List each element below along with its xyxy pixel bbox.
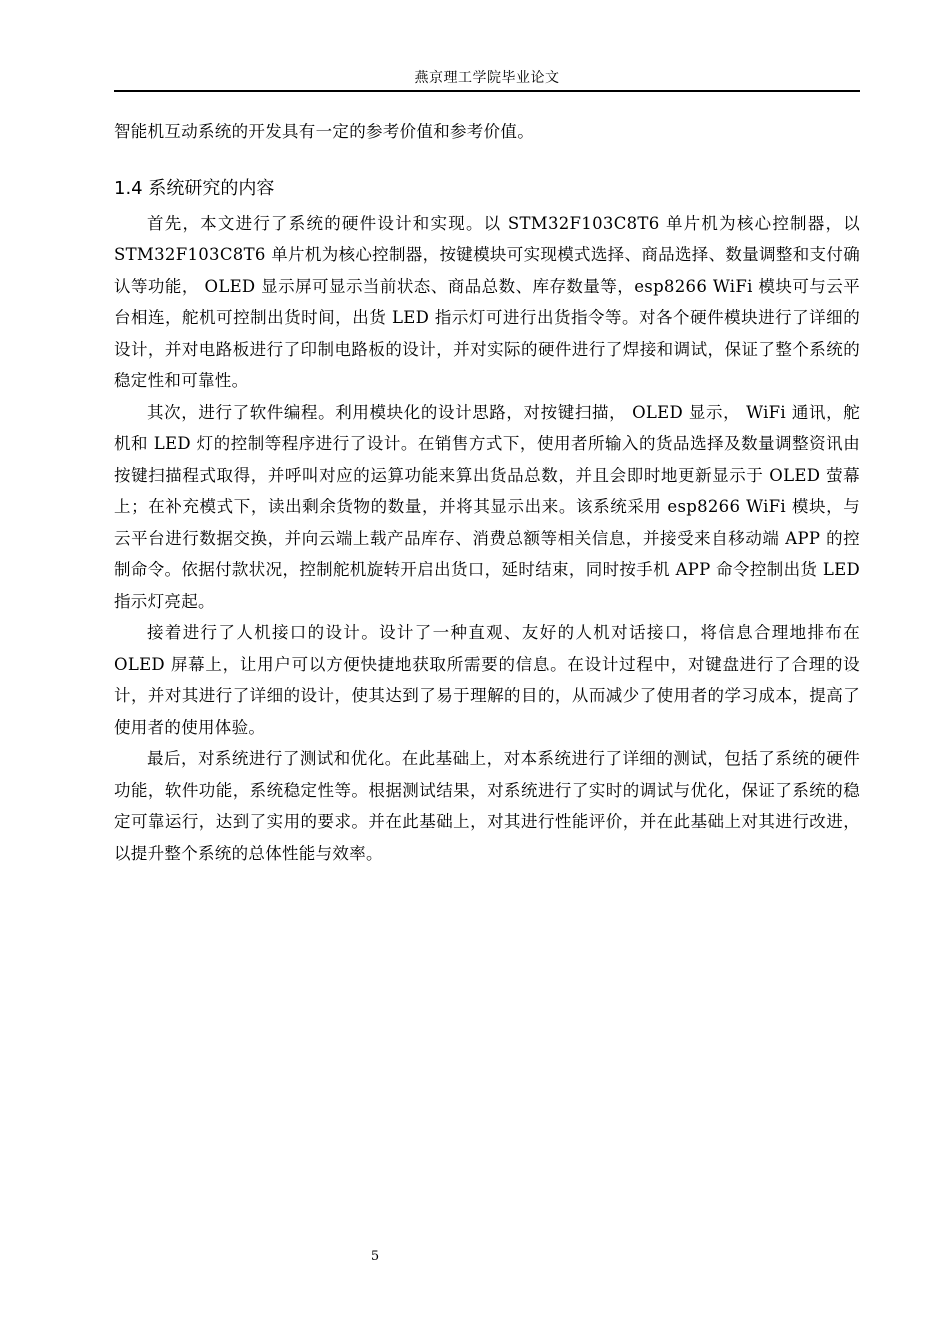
page-number — [0, 1249, 850, 1265]
page-body — [114, 116, 860, 869]
page-number-text: 5 — [370, 1249, 380, 1264]
paragraph-hardware: 首先，本文进行了系统的硬件设计和实现。以 STM32F103C8T6 单片机为核心控制器，以 STM32F103C8T6 单片机为核心控制器，按键模块可实现模式选择、商品选择、数量调整和支付确认等功能， OLED 显示屏可显示当前状态、商品总数、库存数量等，esp8266 WiFi 模块可与云平台相连，舵机可控制出货时间，出货 LED 指示灯可进行出货指令等。对各个硬件模块进行了详细的设计，并对电路板进行了印制电路板的设计，并对实际的硬件进行了焊接和调试，保证了整个系统的稳定性和可靠性。 — [114, 213, 860, 390]
page-header — [114, 68, 860, 92]
header-title: 燕京理工学院毕业论文 — [414, 70, 560, 86]
paragraph-testing: 最后，对系统进行了测试和优化。在此基础上，对本系统进行了详细的测试，包括了系统的硬件功能，软件功能，系统稳定性等。根据测试结果，对系统进行了实时的调试与优化，保证了系统的稳定可靠运行，达到了实用的要求。并在此基础上，对其进行性能评价，并在此基础上对其进行改进，以提升整个系统的总体性能与效率。 — [114, 749, 860, 863]
paragraph-interface: 接着进行了人机接口的设计。设计了一种直观、友好的人机对话接口，将信息合理地排布在 OLED 屏幕上，让用户可以方便快捷地获取所需要的信息。在设计过程中，对键盘进行了合理的设计，并对其进行了详细的设计，使其达到了易于理解的目的，从而减少了使用者的学习成本，提高了使用者的使用体验。 — [114, 623, 860, 737]
section-heading: 1.4 系统研究的内容 — [114, 177, 275, 199]
paragraph-software: 其次，进行了软件编程。利用模块化的设计思路，对按键扫描， OLED 显示， WiFi 通讯，舵机和 LED 灯的控制等程序进行了设计。在销售方式下，使用者所输入的货品选择及数量调整资讯由按键扫描程式取得，并呼叫对应的运算功能来算出货品总数，并且会即时地更新显示于 OLED 萤幕上；在补充模式下，读出剩余货物的数量，并将其显示出来。该系统采用 esp8266 WiFi 模块，与云平台进行数据交换，并向云端上载产品库存、消费总额等相关信息，并接受来自移动端 APP 的控制命令。依据付款状况，控制舵机旋转开启出货口，延时结束，同时按手机 APP 命令控制出货 LED 指示灯亮起。 — [114, 402, 860, 611]
continuation-paragraph: 智能机互动系统的开发具有一定的参考价值和参考价值。 — [114, 122, 534, 141]
